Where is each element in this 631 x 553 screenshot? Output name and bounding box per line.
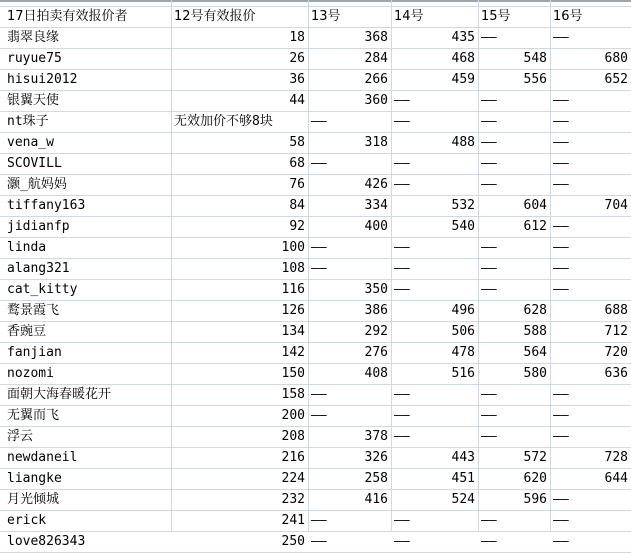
cell-bid-value[interactable]: —— xyxy=(394,114,410,129)
cell-bidder-name[interactable]: 香豌豆 xyxy=(7,324,47,339)
cell-bid-value[interactable]: 506 xyxy=(451,324,475,339)
cell-bid-value[interactable]: 326 xyxy=(364,450,388,465)
cell-bidder-name[interactable]: vena_w xyxy=(7,135,54,150)
table-row xyxy=(0,405,631,426)
cell-bidder-name[interactable]: tiffany163 xyxy=(7,198,86,213)
cell-bidder-name[interactable]: 银翼天使 xyxy=(7,93,60,108)
cell-bid-value[interactable]: —— xyxy=(481,93,497,108)
cell-bid-value[interactable]: —— xyxy=(553,387,569,402)
cell-bid-value[interactable]: —— xyxy=(311,387,327,402)
cell-bid-value[interactable]: —— xyxy=(394,93,410,108)
cell-bid-value[interactable]: —— xyxy=(553,219,569,234)
header-cell-day15[interactable]: 15号 xyxy=(481,9,511,24)
table-row xyxy=(0,447,631,468)
cell-bid-value[interactable]: —— xyxy=(553,513,569,528)
cell-bid-value[interactable]: —— xyxy=(553,114,569,129)
header-cell-day12[interactable]: 12号有效报价 xyxy=(174,9,256,24)
cell-bid-value[interactable]: —— xyxy=(394,408,410,423)
cell-bid-value[interactable]: 44 xyxy=(289,93,305,108)
cell-bid-value[interactable]: —— xyxy=(481,282,497,297)
cell-bidder-name[interactable]: 鹜景霞飞 xyxy=(7,303,60,318)
cell-bid-value[interactable]: 224 xyxy=(281,471,305,486)
cell-bid-value[interactable]: 318 xyxy=(364,135,388,150)
cell-bid-value[interactable]: —— xyxy=(311,114,327,129)
cell-bid-value[interactable]: 无效加价不够8块 xyxy=(174,114,273,129)
cell-bid-value[interactable]: 58 xyxy=(289,135,305,150)
cell-bid-value[interactable]: —— xyxy=(394,282,410,297)
cell-bid-value[interactable]: 532 xyxy=(451,198,475,213)
cell-bid-value[interactable]: 126 xyxy=(281,303,305,318)
cell-bid-value[interactable]: 564 xyxy=(523,345,547,360)
cell-bid-value[interactable]: —— xyxy=(311,534,327,549)
cell-bidder-name[interactable]: linda xyxy=(7,240,47,255)
cell-bidder-name[interactable]: liangke xyxy=(7,471,62,486)
table-row xyxy=(0,342,631,363)
cell-bid-value[interactable]: 435 xyxy=(451,30,475,45)
cell-bidder-name[interactable]: SCOVILL xyxy=(7,156,62,171)
cell-bid-value[interactable]: —— xyxy=(481,429,497,444)
cell-bid-value[interactable]: —— xyxy=(481,534,497,549)
cell-bid-value[interactable]: —— xyxy=(481,30,497,45)
cell-bidder-name[interactable]: 翡翠良缘 xyxy=(7,30,60,45)
cell-bid-value[interactable]: 443 xyxy=(451,450,475,465)
cell-bid-value[interactable]: 612 xyxy=(523,219,547,234)
cell-bid-value[interactable]: —— xyxy=(553,534,569,549)
cell-bid-value[interactable]: —— xyxy=(553,240,569,255)
cell-bid-value[interactable]: 556 xyxy=(523,72,547,87)
table-row xyxy=(0,258,631,279)
cell-bid-value[interactable]: 18 xyxy=(289,30,305,45)
cell-bid-value[interactable]: —— xyxy=(553,135,569,150)
cell-bid-value[interactable]: 232 xyxy=(281,492,305,507)
cell-bid-value[interactable]: 416 xyxy=(364,492,388,507)
table-row xyxy=(0,111,631,132)
cell-bid-value[interactable]: —— xyxy=(553,282,569,297)
cell-bid-value[interactable]: 604 xyxy=(523,198,547,213)
cell-bid-value[interactable]: 216 xyxy=(281,450,305,465)
cell-bid-value[interactable]: —— xyxy=(481,114,497,129)
cell-bid-value[interactable]: 360 xyxy=(364,93,388,108)
cell-bid-value[interactable]: 108 xyxy=(281,261,305,276)
cell-bidder-name[interactable]: erick xyxy=(7,513,47,528)
cell-bid-value[interactable]: 284 xyxy=(364,51,388,66)
table-row xyxy=(0,363,631,384)
table-row xyxy=(0,426,631,447)
cell-bid-value[interactable]: 628 xyxy=(523,303,547,318)
table-row xyxy=(0,237,631,258)
cell-bidder-name[interactable]: cat_kitty xyxy=(7,282,78,297)
table-row xyxy=(0,48,631,69)
cell-bid-value[interactable]: 728 xyxy=(604,450,628,465)
cell-bid-value[interactable]: 400 xyxy=(364,219,388,234)
cell-bid-value[interactable]: 68 xyxy=(289,156,305,171)
cell-bid-value[interactable]: 408 xyxy=(364,366,388,381)
cell-bid-value[interactable]: —— xyxy=(553,30,569,45)
table-row xyxy=(0,132,631,153)
cell-bid-value[interactable]: 92 xyxy=(289,219,305,234)
cell-bid-value[interactable]: 680 xyxy=(604,51,628,66)
cell-bid-value[interactable]: —— xyxy=(394,261,410,276)
cell-bidder-name[interactable]: 月光倾城 xyxy=(7,492,60,507)
top-border xyxy=(0,0,631,2)
cell-bid-value[interactable]: 688 xyxy=(604,303,628,318)
table-row xyxy=(0,153,631,174)
cell-bid-value[interactable]: —— xyxy=(311,156,327,171)
cell-bid-value[interactable]: —— xyxy=(553,156,569,171)
cell-bid-value[interactable]: —— xyxy=(553,492,569,507)
cell-bid-value[interactable]: —— xyxy=(481,387,497,402)
table-row xyxy=(0,321,631,342)
cell-bid-value[interactable]: 488 xyxy=(451,135,475,150)
cell-bid-value[interactable]: —— xyxy=(481,135,497,150)
cell-bidder-name[interactable]: 无翼而飞 xyxy=(7,408,60,423)
cell-bid-value[interactable]: —— xyxy=(311,261,327,276)
row-divider xyxy=(0,6,631,7)
cell-bid-value[interactable]: 459 xyxy=(451,72,475,87)
cell-bid-value[interactable]: 134 xyxy=(281,324,305,339)
table-row xyxy=(0,489,631,510)
cell-bid-value[interactable]: —— xyxy=(481,408,497,423)
cell-bid-value[interactable]: 368 xyxy=(364,30,388,45)
cell-bid-value[interactable]: —— xyxy=(553,93,569,108)
cell-bid-value[interactable]: 636 xyxy=(604,366,628,381)
cell-bid-value[interactable]: 596 xyxy=(523,492,547,507)
cell-bid-value[interactable]: 548 xyxy=(523,51,547,66)
cell-bid-value[interactable]: 350 xyxy=(364,282,388,297)
cell-bidder-name[interactable]: newdaneil xyxy=(7,450,78,465)
cell-bid-value[interactable]: 588 xyxy=(523,324,547,339)
table-row xyxy=(0,510,631,531)
table-row xyxy=(0,174,631,195)
cell-bid-value[interactable]: —— xyxy=(553,429,569,444)
cell-bid-value[interactable]: 116 xyxy=(281,282,305,297)
table-row xyxy=(0,90,631,111)
cell-bid-value[interactable]: —— xyxy=(553,408,569,423)
cell-bidder-name[interactable]: ruyue75 xyxy=(7,51,62,66)
cell-bid-value[interactable]: 266 xyxy=(364,72,388,87)
cell-bid-value[interactable]: 36 xyxy=(289,72,305,87)
cell-bid-value[interactable]: 334 xyxy=(364,198,388,213)
cell-bid-value[interactable]: —— xyxy=(394,177,410,192)
cell-bid-value[interactable]: 540 xyxy=(451,219,475,234)
cell-bid-value[interactable]: 76 xyxy=(289,177,305,192)
cell-bidder-name[interactable]: nt珠子 xyxy=(7,114,49,129)
cell-bid-value[interactable]: 572 xyxy=(523,450,547,465)
cell-bid-value[interactable]: 644 xyxy=(604,471,628,486)
cell-bid-value[interactable]: 292 xyxy=(364,324,388,339)
cell-bid-value[interactable]: 704 xyxy=(604,198,628,213)
cell-bid-value[interactable]: —— xyxy=(481,177,497,192)
cell-bid-value[interactable]: 524 xyxy=(451,492,475,507)
cell-bid-value[interactable]: 250 xyxy=(281,534,305,549)
cell-bidder-name[interactable]: 浮云 xyxy=(7,429,34,444)
cell-bid-value[interactable]: —— xyxy=(481,513,497,528)
cell-bid-value[interactable]: 142 xyxy=(281,345,305,360)
cell-bid-value[interactable]: 652 xyxy=(604,72,628,87)
cell-bid-value[interactable]: 258 xyxy=(364,471,388,486)
header-cell-day14[interactable]: 14号 xyxy=(394,9,424,24)
cell-bid-value[interactable]: —— xyxy=(481,156,497,171)
table-row xyxy=(0,27,631,48)
cell-bid-value[interactable]: 158 xyxy=(281,387,305,402)
cell-bid-value[interactable]: 720 xyxy=(604,345,628,360)
cell-bidder-name[interactable]: love826343 xyxy=(7,534,86,549)
cell-bid-value[interactable]: —— xyxy=(394,513,410,528)
cell-bidder-name[interactable]: jidianfp xyxy=(7,219,70,234)
cell-bid-value[interactable]: 378 xyxy=(364,429,388,444)
cell-bid-value[interactable]: 496 xyxy=(451,303,475,318)
cell-bid-value[interactable]: —— xyxy=(311,408,327,423)
table-row xyxy=(0,531,631,552)
cell-bid-value[interactable]: 200 xyxy=(281,408,305,423)
cell-bid-value[interactable]: —— xyxy=(394,387,410,402)
cell-bid-value[interactable]: 150 xyxy=(281,366,305,381)
cell-bid-value[interactable]: 478 xyxy=(451,345,475,360)
cell-bid-value[interactable]: 26 xyxy=(289,51,305,66)
table-row xyxy=(0,300,631,321)
cell-bid-value[interactable]: 516 xyxy=(451,366,475,381)
table-row xyxy=(0,384,631,405)
cell-bid-value[interactable]: 84 xyxy=(289,198,305,213)
header-cell-day16[interactable]: 16号 xyxy=(553,9,583,24)
cell-bid-value[interactable]: 620 xyxy=(523,471,547,486)
cell-bid-value[interactable]: 276 xyxy=(364,345,388,360)
cell-bid-value[interactable]: 580 xyxy=(523,366,547,381)
cell-bidder-name[interactable]: alang321 xyxy=(7,261,70,276)
cell-bid-value[interactable]: 241 xyxy=(281,513,305,528)
header-row xyxy=(0,6,631,27)
cell-bidder-name[interactable]: 面朝大海春暖花开 xyxy=(7,387,112,402)
cell-bid-value[interactable]: —— xyxy=(553,261,569,276)
cell-bid-value[interactable]: —— xyxy=(394,156,410,171)
cell-bid-value[interactable]: —— xyxy=(481,240,497,255)
cell-bidder-name[interactable]: 灏_航妈妈 xyxy=(7,177,67,192)
header-cell-day13[interactable]: 13号 xyxy=(311,9,341,24)
cell-bid-value[interactable]: —— xyxy=(311,240,327,255)
cell-bid-value[interactable]: —— xyxy=(553,177,569,192)
table-row xyxy=(0,279,631,300)
table-row xyxy=(0,69,631,90)
cell-bidder-name[interactable]: fanjian xyxy=(7,345,62,360)
table-row xyxy=(0,216,631,237)
cell-bid-value[interactable]: 712 xyxy=(604,324,628,339)
cell-bid-value[interactable]: 208 xyxy=(281,429,305,444)
cell-bid-value[interactable]: 468 xyxy=(451,51,475,66)
cell-bid-value[interactable]: 426 xyxy=(364,177,388,192)
cell-bid-value[interactable]: —— xyxy=(394,429,410,444)
cell-bid-value[interactable]: 451 xyxy=(451,471,475,486)
cell-bidder-name[interactable]: nozomi xyxy=(7,366,54,381)
cell-bid-value[interactable]: —— xyxy=(481,261,497,276)
table-row xyxy=(0,468,631,489)
header-cell-bidder[interactable]: 17日拍卖有效报价者 xyxy=(7,9,128,24)
cell-bid-value[interactable]: —— xyxy=(311,513,327,528)
table-row xyxy=(0,195,631,216)
cell-bid-value[interactable]: —— xyxy=(394,240,410,255)
cell-bid-value[interactable]: 100 xyxy=(281,240,305,255)
cell-bid-value[interactable]: 386 xyxy=(364,303,388,318)
cell-bid-value[interactable]: —— xyxy=(394,534,410,549)
cell-bidder-name[interactable]: hisui2012 xyxy=(7,72,78,87)
